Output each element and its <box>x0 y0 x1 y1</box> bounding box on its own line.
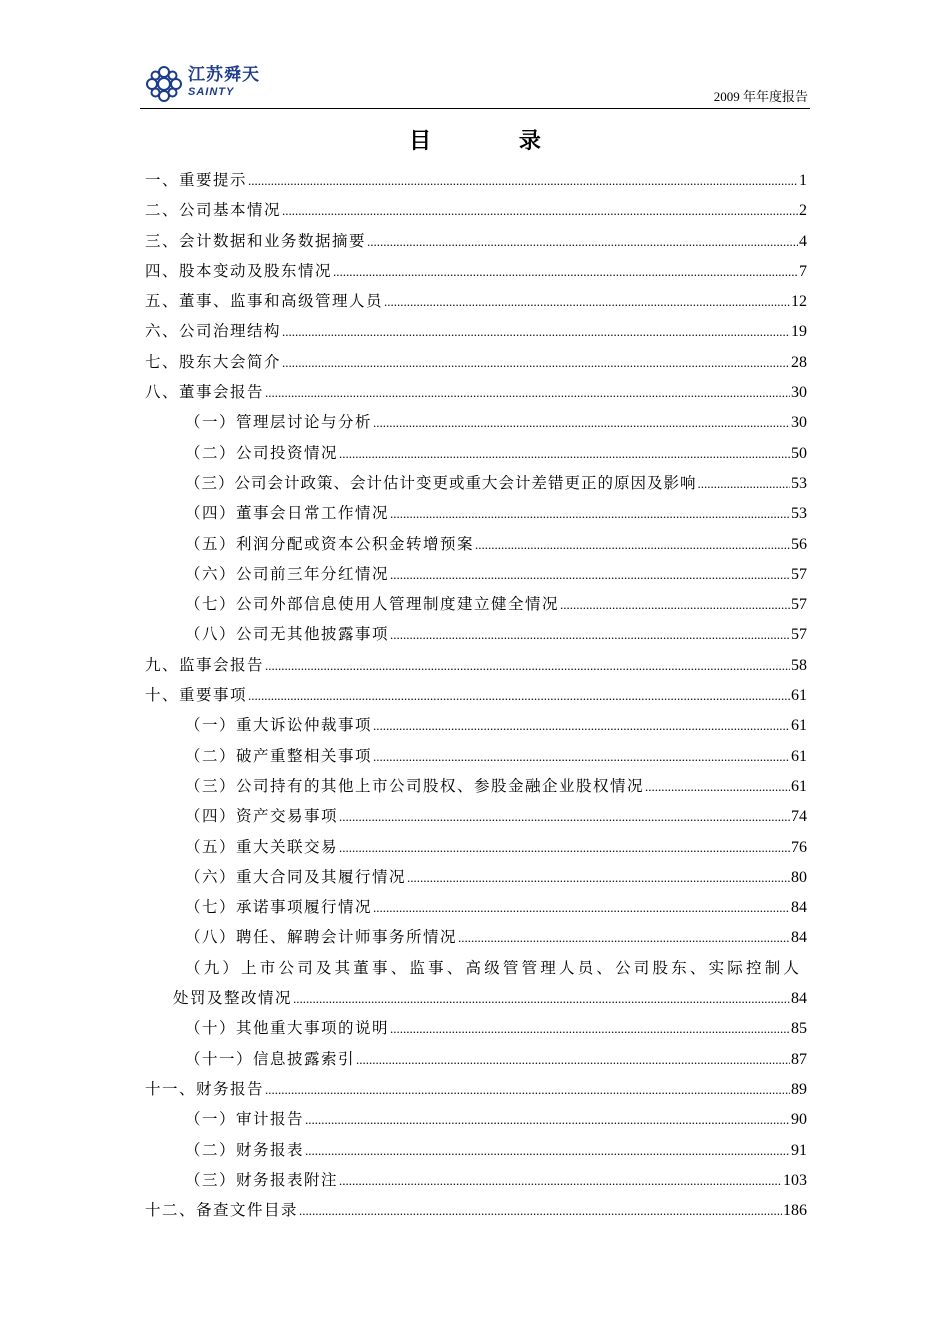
toc-entry-label: （九）上市公司及其董事、监事、高级管管理人员、公司股东、实际控制人 <box>185 958 803 977</box>
toc-page-number: 53 <box>791 474 807 492</box>
toc-entry-label: （十）其他重大事项的说明 <box>185 1019 390 1038</box>
report-title: 2009 年年度报告 <box>713 89 808 104</box>
toc-entry-label: 十二、备查文件目录 <box>145 1201 299 1220</box>
toc-subentry[interactable] <box>145 895 807 925</box>
toc-leader-dots <box>698 476 790 492</box>
toc-entry-label: （一）管理层讨论与分析 <box>185 413 373 432</box>
toc-entry-label: （二）财务报表 <box>185 1140 305 1159</box>
toc-entry-label: 二、公司基本情况 <box>145 201 282 220</box>
toc-leader-dots <box>390 1021 790 1037</box>
toc-entry-label: （一）重大诉讼仲裁事项 <box>185 716 373 735</box>
toc-subentry[interactable] <box>145 1016 807 1046</box>
toc-entry-label: （四）资产交易事项 <box>185 807 339 826</box>
toc-subentry[interactable] <box>145 744 807 774</box>
toc-entry[interactable] <box>145 319 807 349</box>
toc-leader-dots <box>373 749 790 765</box>
toc-leader-dots <box>339 809 790 825</box>
toc-page-number: 19 <box>791 323 807 341</box>
toc-page-number: 61 <box>791 777 807 795</box>
toc-page-number: 87 <box>791 1050 807 1068</box>
logo-emblem-icon <box>144 64 184 104</box>
toc-entry-label: （三）财务报表附注 <box>185 1170 339 1189</box>
toc-entry[interactable] <box>145 1077 807 1107</box>
toc-page-number: 80 <box>791 868 807 886</box>
toc-entry-label: （十一）信息披露索引 <box>185 1049 356 1068</box>
toc-leader-dots <box>305 1143 790 1159</box>
toc-leader-dots <box>265 385 790 401</box>
toc-entry[interactable] <box>145 229 807 259</box>
toc-leader-dots <box>560 597 790 613</box>
toc-subentry[interactable] <box>145 713 807 743</box>
company-logo <box>144 64 264 104</box>
toc-leader-dots <box>645 779 790 795</box>
toc-entry[interactable] <box>145 653 807 683</box>
toc-entry-label: （八）公司无其他披露事项 <box>185 625 390 644</box>
toc-entry-label: 三、会计数据和业务数据摘要 <box>145 231 367 250</box>
toc-page-number: 57 <box>791 596 807 614</box>
toc-page-number: 61 <box>791 717 807 735</box>
toc-entry-label: （三）公司持有的其他上市公司股权、参股金融企业股权情况 <box>185 776 645 795</box>
toc-page-number: 50 <box>791 444 807 462</box>
toc-page-number: 61 <box>791 747 807 765</box>
toc-subentry[interactable] <box>145 441 807 471</box>
toc-subentry-continuation[interactable] <box>145 986 807 1016</box>
toc-leader-dots <box>390 506 790 522</box>
toc-entry[interactable] <box>145 198 807 228</box>
toc-leader-dots <box>373 415 790 431</box>
toc-leader-dots <box>373 900 790 916</box>
toc-leader-dots <box>339 840 790 856</box>
toc-page-number: 28 <box>791 353 807 371</box>
toc-subentry[interactable] <box>145 1047 807 1077</box>
toc-entry-label: 七、股东大会简介 <box>145 352 282 371</box>
toc-entry-label: （三）公司会计政策、会计估计变更或重大会计差错更正的原因及影响 <box>185 473 697 492</box>
toc-page-number: 84 <box>791 899 807 917</box>
toc-entry-label: （六）公司前三年分红情况 <box>185 564 390 583</box>
toc-page-number: 76 <box>791 838 807 856</box>
toc-page-number: 186 <box>783 1202 807 1220</box>
toc-entry-label: （七）承诺事项履行情况 <box>185 898 373 917</box>
toc-leader-dots <box>299 1203 782 1219</box>
toc-entry[interactable] <box>145 259 807 289</box>
toc-page-number: 74 <box>791 808 807 826</box>
toc-subentry[interactable] <box>145 835 807 865</box>
toc-page-number: 61 <box>791 687 807 705</box>
toc-leader-dots <box>407 870 790 886</box>
toc-page-number: 30 <box>791 384 807 402</box>
toc-leader-dots <box>282 324 790 340</box>
toc-page-number: 103 <box>783 1171 807 1189</box>
toc-page-number: 84 <box>791 990 807 1008</box>
toc-entry-label: 八、董事会报告 <box>145 383 265 402</box>
toc-subentry[interactable] <box>145 622 807 652</box>
toc-page-number: 1 <box>799 172 807 189</box>
toc-entry-label: （二）公司投资情况 <box>185 443 339 462</box>
table-of-contents <box>145 168 807 1228</box>
page-header <box>140 62 810 109</box>
toc-entry-label: 十一、财务报告 <box>145 1079 265 1098</box>
toc-subentry[interactable] <box>145 562 807 592</box>
toc-subentry[interactable] <box>145 532 807 562</box>
toc-subentry-wrapped[interactable] <box>145 956 807 986</box>
toc-leader-dots <box>305 1112 790 1128</box>
toc-entry[interactable] <box>145 1198 807 1228</box>
toc-subentry[interactable] <box>145 865 807 895</box>
toc-entry-label: （五）利润分配或资本公积金转增预案 <box>185 534 475 553</box>
toc-page-number: 57 <box>791 565 807 583</box>
toc-page-number: 53 <box>791 505 807 523</box>
toc-entry[interactable] <box>145 350 807 380</box>
toc-page-number: 12 <box>791 293 807 311</box>
toc-subentry[interactable] <box>145 1138 807 1168</box>
toc-entry-label: 九、监事会报告 <box>145 655 265 674</box>
toc-entry-label: 十、重要事项 <box>145 686 248 705</box>
toc-page-number: 89 <box>791 1080 807 1098</box>
toc-leader-dots <box>282 355 790 371</box>
toc-entry-label: 五、董事、监事和高级管理人员 <box>145 292 384 311</box>
toc-entry-label: （八）聘任、解聘会计师事务所情况 <box>185 928 458 947</box>
toc-page-number: 58 <box>791 656 807 674</box>
toc-subentry[interactable] <box>145 501 807 531</box>
toc-title: 目 录 <box>409 129 581 154</box>
toc-entry[interactable] <box>145 380 807 410</box>
toc-entry-label: （七）公司外部信息使用人管理制度建立健全情况 <box>185 595 560 614</box>
toc-leader-dots <box>373 718 790 734</box>
toc-entry-label: 六、公司治理结构 <box>145 322 282 341</box>
toc-leader-dots <box>367 234 798 250</box>
toc-page-number: 4 <box>799 232 807 250</box>
toc-leader-dots <box>339 1173 782 1189</box>
toc-subentry[interactable] <box>145 925 807 955</box>
toc-leader-dots <box>248 688 790 704</box>
toc-subentry[interactable] <box>145 592 807 622</box>
toc-subentry[interactable] <box>145 774 807 804</box>
toc-entry-label: （六）重大合同及其履行情况 <box>185 867 407 886</box>
toc-page-number: 85 <box>791 1020 807 1038</box>
toc-leader-dots <box>282 203 798 219</box>
toc-leader-dots <box>339 446 790 462</box>
toc-leader-dots <box>390 627 790 643</box>
toc-entry[interactable] <box>145 683 807 713</box>
toc-page-number: 90 <box>791 1111 807 1129</box>
toc-subentry[interactable] <box>145 471 807 501</box>
logo-english-name: SAINTY <box>188 86 235 98</box>
toc-entry-label: （五）重大关联交易 <box>185 837 339 856</box>
toc-leader-dots <box>384 294 790 310</box>
toc-leader-dots <box>475 537 790 553</box>
toc-subentry[interactable] <box>145 410 807 440</box>
toc-leader-dots <box>248 173 798 189</box>
toc-subentry[interactable] <box>145 804 807 834</box>
toc-entry[interactable] <box>145 289 807 319</box>
toc-leader-dots <box>458 930 790 946</box>
logo-chinese-name: 江苏舜天 <box>188 65 260 85</box>
toc-entry[interactable] <box>145 168 807 198</box>
toc-entry-label: 一、重要提示 <box>145 171 248 189</box>
toc-page-number: 7 <box>799 262 807 280</box>
toc-page-number: 57 <box>791 626 807 644</box>
toc-leader-dots <box>356 1052 790 1068</box>
toc-leader-dots <box>265 1082 790 1098</box>
toc-leader-dots <box>333 264 798 280</box>
toc-page-number: 2 <box>799 202 807 220</box>
toc-entry-label: （一）审计报告 <box>185 1110 305 1129</box>
toc-subentry[interactable] <box>145 1107 807 1137</box>
toc-page-number: 56 <box>791 535 807 553</box>
toc-entry-label: 四、股本变动及股东情况 <box>145 261 333 280</box>
toc-leader-dots <box>265 658 790 674</box>
toc-page-number: 30 <box>791 414 807 432</box>
toc-page-number: 84 <box>791 929 807 947</box>
toc-entry-label: 处罚及整改情况 <box>173 989 293 1008</box>
toc-entry-label: （二）破产重整相关事项 <box>185 746 373 765</box>
toc-leader-dots <box>293 991 790 1007</box>
toc-leader-dots <box>390 567 790 583</box>
toc-page-number: 91 <box>791 1141 807 1159</box>
toc-subentry[interactable] <box>145 1168 807 1198</box>
toc-entry-label: （四）董事会日常工作情况 <box>185 504 390 523</box>
